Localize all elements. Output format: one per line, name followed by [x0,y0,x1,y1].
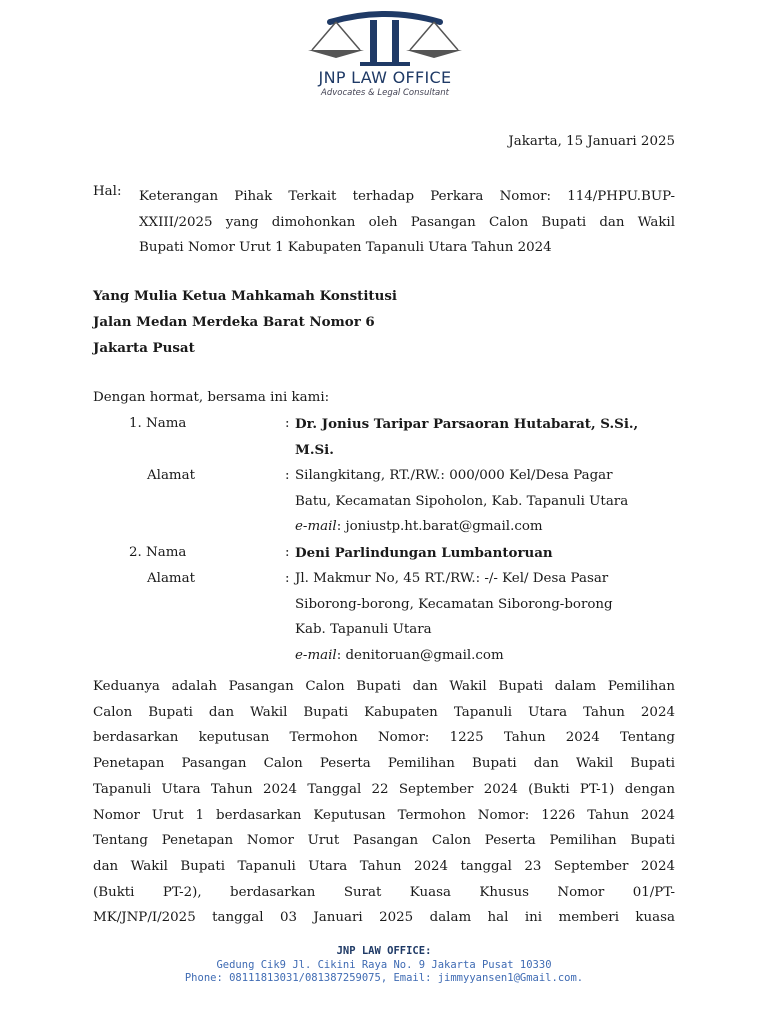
body-line: Keduanya adalah Pasangan Calon Bupati dan Wakil Bupati dalam Pemilihan [93,679,675,694]
body-line: Tapanuli Utara Tahun 2024 Tanggal 22 September 2024 (Bukti PT-1) dengan [93,781,675,797]
party-1-name: Dr. Jonius Taripar Parsaoran Hutabarat, S.Si., [295,416,639,432]
party-2-name-label: 2. Nama [129,545,187,560]
date-line: Jakarta, 15 Januari 2025 [508,134,675,149]
colon: : [285,416,290,431]
party-1-name-label: 1. Nama [129,416,187,431]
subject-line: Bupati Nomor Urut 1 Kabupaten Tapanuli Utara Tahun 2024 [139,240,552,255]
body-line: Calon Bupati dan Wakil Bupati Kabupaten Tapanuli Utara Tahun 2024 [93,704,675,720]
body-line: (Bukti PT-2), berdasarkan Surat Kuasa Khusus Nomor 01/PT- [93,884,675,900]
body-line: Tentang Penetapan Nomor Urut Pasangan Calon Peserta Pemilihan Bupati [93,833,675,849]
party-2-email: : denitoruan@gmail.com [336,648,504,663]
body-line: dan Wakil Bupati Tapanuli Utara Tahun 2024 tanggal 23 September 2024 [93,858,675,874]
party-1-address-cont: Batu, Kecamatan Sipoholon, Kab. Tapanuli Utara [295,494,629,509]
firm-tagline: Advocates & Legal Consultant [321,88,449,98]
addressee-line: Yang Mulia Ketua Mahkamah Konstitusi [93,288,397,304]
party-2-address: Jl. Makmur No, 45 RT./RW.: -/- Kel/ Desa Pasar [295,571,609,586]
party-2-address-label: Alamat [147,571,195,586]
party-1-email: : joniustp.ht.barat@gmail.com [336,519,543,534]
party-2-name: Deni Parlindungan Lumbantoruan [295,545,553,561]
subject-line: XXIII/2025 yang dimohonkan oleh Pasangan Calon Bupati dan Wakil [139,214,675,230]
party-1-email-line [295,519,543,534]
firm-name: JNP LAW OFFICE [318,68,452,87]
subject-text [139,184,675,261]
letterhead-logo [300,8,470,100]
footer-title: JNP LAW OFFICE: [336,945,432,957]
greeting: Dengan hormat, bersama ini kami: [93,390,330,405]
footer-contact: Phone: 08111813031/081387259075, Email: jimmyyansen1@Gmail.com. [184,972,584,984]
party-1-address: Silangkitang, RT./RW.: 000/000 Kel/Desa Pagar [295,468,613,483]
subject-label: Hal: [93,184,122,199]
colon: : [285,468,290,483]
party-2-address-cont: Siborong-borong, Kecamatan Siborong-borong [295,597,613,612]
party-2-email-line [295,648,504,663]
body-line: Penetapan Pasangan Calon Peserta Pemilihan Bupati dan Wakil Bupati [93,756,675,772]
party-1-address-label: Alamat [147,468,195,483]
body-paragraph [93,674,675,931]
subject-line: Keterangan Pihak Terkait terhadap Perkara Nomor: 114/PHPU.BUP- [139,189,675,204]
email-label: e-mail [295,648,337,663]
party-2-address-cont: Kab. Tapanuli Utara [295,622,432,637]
colon: : [285,571,290,586]
body-line: berdasarkan keputusan Termohon Nomor: 1225 Tahun 2024 Tentang [93,730,675,746]
body-line: MK/JNP/I/2025 tanggal 03 Januari 2025 dalam hal ini memberi kuasa [93,910,675,926]
footer-address: Gedung Cik9 Jl. Cikini Raya No. 9 Jakarta Pusat 10330 [216,958,552,971]
body-line: Nomor Urut 1 berdasarkan Keputusan Termohon Nomor: 1226 Tahun 2024 [93,807,675,823]
addressee-line: Jalan Medan Merdeka Barat Nomor 6 [93,314,375,330]
colon: : [285,545,290,560]
party-1-name-cont: M.Si. [295,442,334,458]
scales-of-justice-icon [300,8,470,68]
email-label: e-mail [295,519,337,534]
addressee-line: Jakarta Pusat [93,340,195,356]
letter-footer [0,945,768,986]
